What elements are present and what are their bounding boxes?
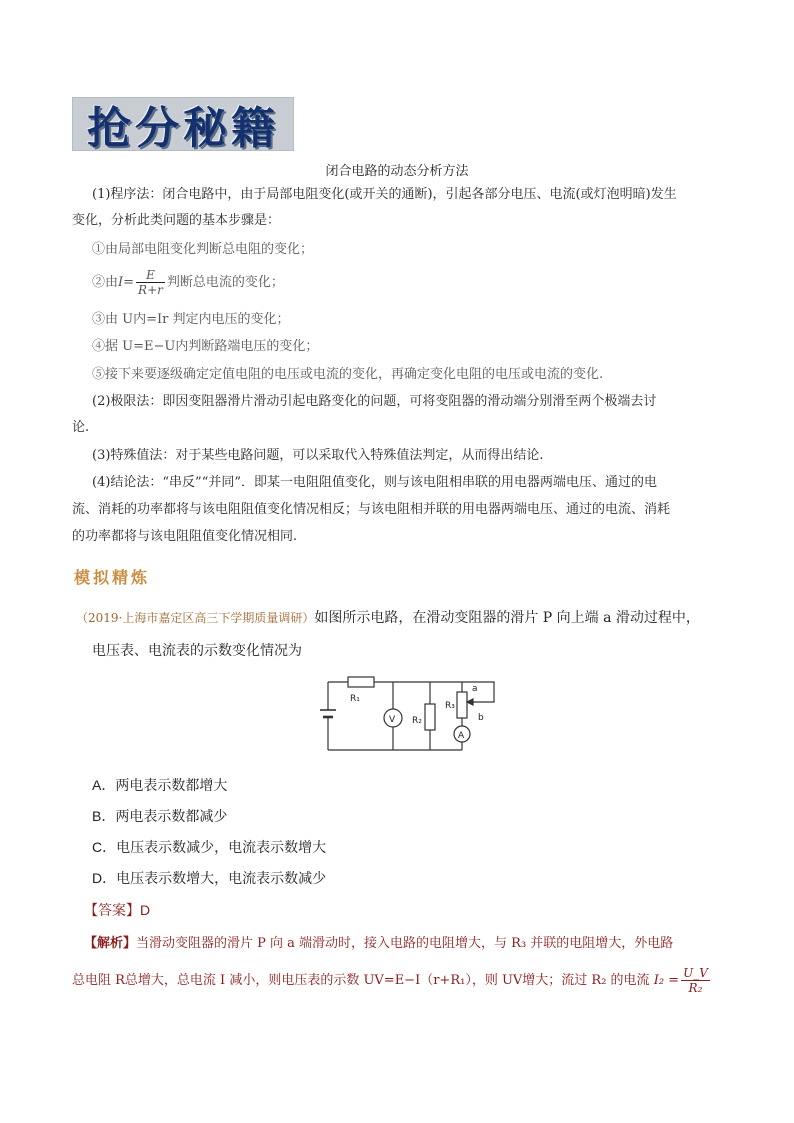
- label-a: A: [458, 731, 465, 741]
- logo-text: 抢分秘籍: [87, 103, 279, 154]
- answer-value: D: [140, 902, 151, 918]
- method-step4: ④据 U=E−U内判断路端电压的变化；: [92, 339, 319, 354]
- step2-num: E: [136, 268, 165, 283]
- method-p4-line3: 的功率都将与该电阻阻值变化情况相同.: [72, 529, 298, 544]
- option-b[interactable]: B．两电表示数都减少: [92, 808, 228, 824]
- question-line1: [76, 607, 700, 627]
- section-title: 模拟精炼: [74, 568, 151, 587]
- method-p4-line2: 流、消耗的功率都将与该电阻阻值变化情况相反；与该电阻相并联的用电器两端电压、通过的电流、消耗: [72, 502, 671, 517]
- answer: [84, 900, 150, 920]
- analysis-frac-num: U_V: [683, 966, 708, 980]
- method-p1-line1: (1)程序法：闭合电路中，由于局部电阻变化(或开关的通断)，引起各部分电压、电流(或灯泡明暗)发生: [92, 187, 677, 202]
- method-step3: ③由 U内=Ir 判定内电压的变化；: [92, 312, 290, 327]
- answer-label: 【答案】: [84, 902, 140, 918]
- method-step1: ①由局部电阻变化判断总电阻的变化；: [92, 242, 314, 257]
- option-a[interactable]: A．两电表示数都增大: [92, 777, 228, 793]
- analysis-text-1: 当滑动变阻器的滑片 P 向 a 端滑动时，接入电路的电阻增大，与 R₃ 并联的电阻增大，外电路: [136, 936, 674, 951]
- label-v: V: [389, 715, 396, 725]
- question-text-2: 电压表、电流表的示数变化情况为: [92, 643, 302, 659]
- resistor-r3: [457, 692, 467, 718]
- method-step2: [92, 268, 284, 297]
- method-p3: (3)特殊值法：对于某些电路问题，可以采取代入特殊值法判定，从而得出结论.: [92, 448, 544, 463]
- analysis-frac-lhs: I₂ =: [653, 973, 680, 988]
- method-p1-line2: 变化，分析此类问题的基本步骤是：: [72, 213, 281, 228]
- logo-banner: [72, 97, 294, 154]
- label-r3: R₃: [445, 701, 455, 711]
- circuit-diagram: [310, 672, 510, 756]
- label-r1: R₁: [350, 694, 360, 704]
- method-p2-line1: (2)极限法：即因变阻器滑片滑动引起电路变化的问题，可将变阻器的滑动端分别滑至两个极端去讨: [92, 394, 657, 409]
- analysis-text-2: 总电阻 R总增大，总电流 I 减小，则电压表的示数 UV=E−I（r+R₁），则 UV增大；流过 R₂ 的电流: [72, 973, 650, 988]
- step2-prefix: ②由: [92, 275, 119, 290]
- label-r2: R₂: [412, 716, 422, 726]
- question-source: （2019·上海市嘉定区高三下学期质量调研）: [76, 611, 315, 625]
- analysis-fraction: [681, 966, 710, 995]
- resistor-r1: [348, 677, 374, 687]
- step2-den: R+r: [138, 283, 163, 297]
- label-terminal-a: a: [472, 684, 478, 694]
- analysis-line1: [84, 932, 673, 951]
- step2-fraction: [136, 268, 165, 297]
- option-c[interactable]: C．电压表示数减少，电流表示数增大: [92, 839, 327, 855]
- method-step5: ⑤接下来要逐级确定定值电阻的电压或电流的变化，再确定变化电阻的电压或电流的变化.: [92, 367, 604, 382]
- analysis-line2: [72, 966, 712, 995]
- method-p2-line2: 论.: [72, 420, 90, 435]
- label-terminal-b: b: [478, 713, 484, 723]
- option-d[interactable]: D．电压表示数增大，电流表示数减少: [92, 870, 327, 886]
- method-p4-line1: (4)结论法：“串反”“并同”．即某一电阻阻值变化，则与该电阻相串联的用电器两端电压、通过的电: [92, 475, 657, 490]
- analysis-frac-den: R₂: [688, 981, 703, 995]
- question-text-1: 如图所示电路，在滑动变阻器的滑片 P 向上端 a 滑动过程中，: [314, 610, 700, 626]
- page-title: 闭合电路的动态分析方法: [325, 164, 469, 179]
- step2-eq: I=: [118, 275, 135, 290]
- analysis-label: 【解析】: [84, 936, 137, 951]
- slider-arrow: [467, 699, 473, 705]
- resistor-r2: [425, 704, 435, 730]
- step2-suffix: 判断总电流的变化；: [166, 275, 284, 290]
